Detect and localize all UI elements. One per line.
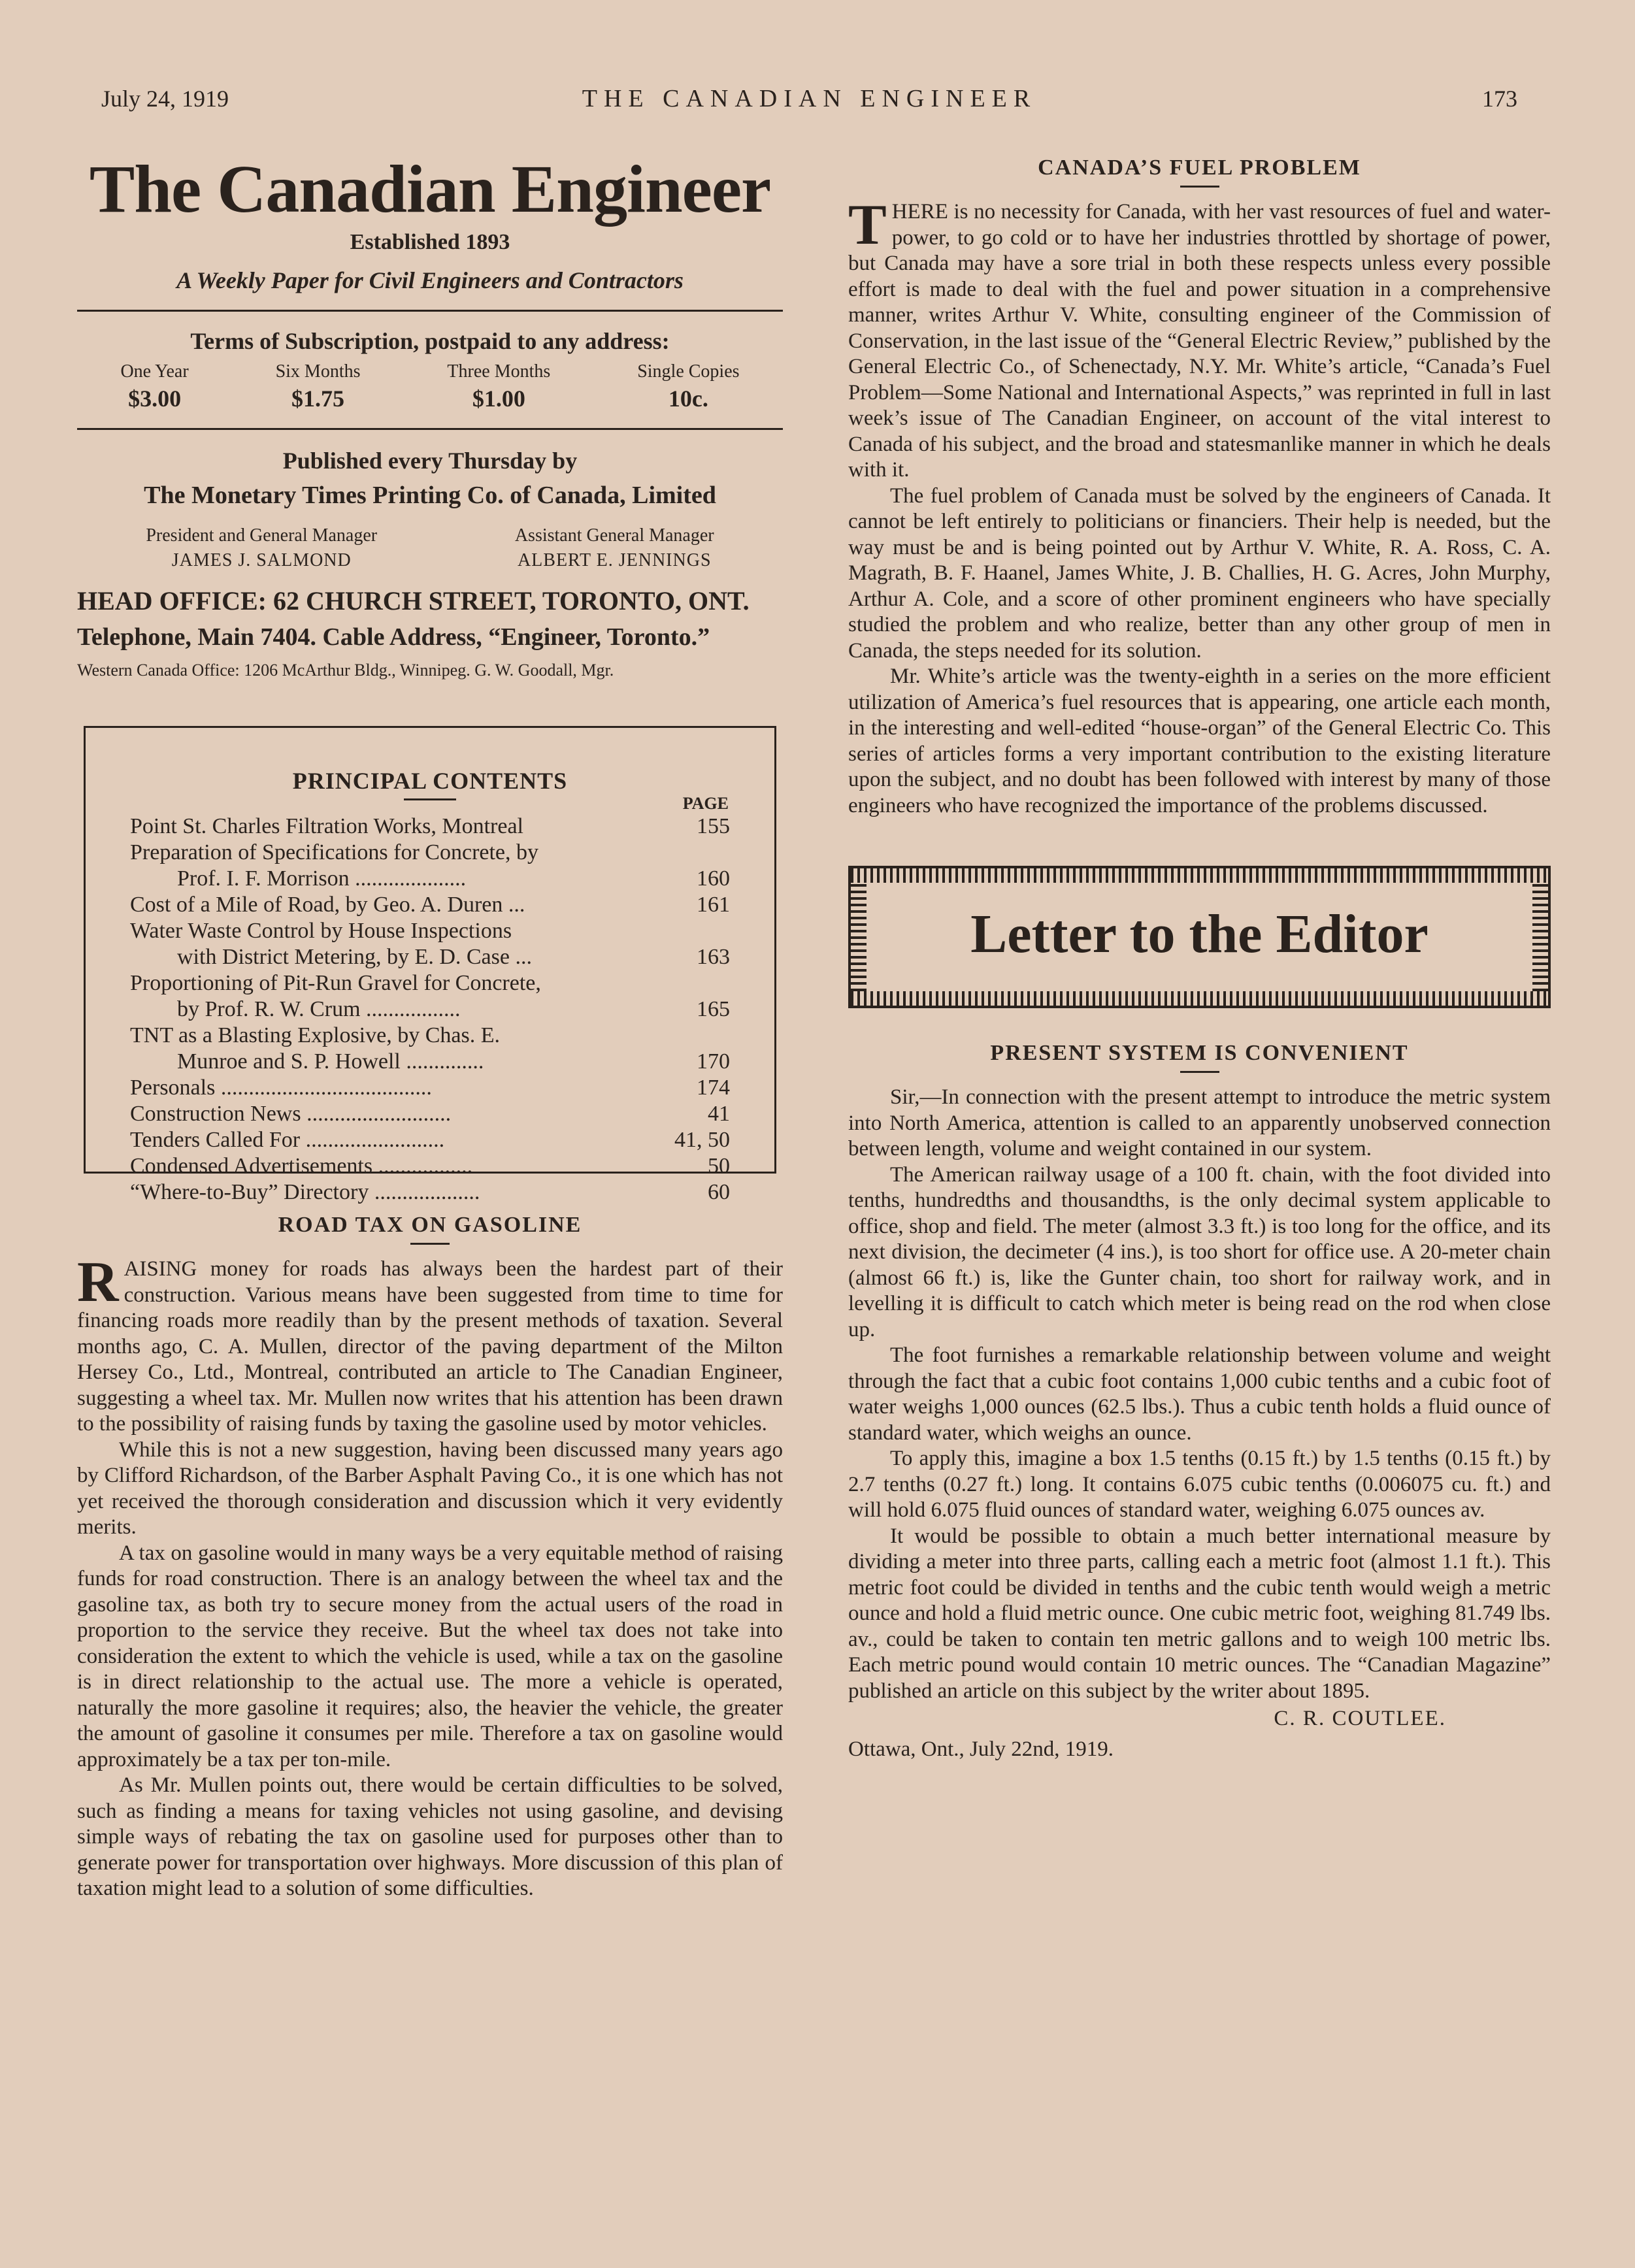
banner-title: Letter to the Editor xyxy=(970,904,1429,964)
article-body xyxy=(848,193,1551,819)
paragraph: A tax on gasoline would in many ways be a very equitable method of raising funds for road construction. There is an analogy between the wheel tax and the gasoline tax, as both try to secure money from the actual users of the road in proportion to the service they receive. But the wheel tax does not take into consideration the extent to which the vehicle is used, while a tax on the gasoline is in direct relationship to the actual use. The more a vehicle is operated, naturally the more gasoline it requires; also, the heavier the vehicle, the greater the amount of gasoline it consumes per mile. Therefore a tax on gasoline would approximately be a tax per ton-mile. xyxy=(77,1541,783,1771)
divider xyxy=(1180,186,1219,188)
page-column-heading: PAGE xyxy=(682,794,729,813)
term-three-months: Three Months $1.00 xyxy=(447,361,551,412)
paragraph: THERE is no necessity for Canada, with her vast resources of fuel and water-power, to go cold or to have her industries throttled by shortage of power, but Canada may have a sore trial in both these respects unless every possible effort is made to deal with the fuel and power situation in a comprehensive manner, writes Arthur V. White, consulting engineer of the Commission of Conservation, in the last issue of the “General Electric Review,” published by the General Electric Co., of Schenectady, N.Y. Mr. White’s article, “Canada’s Fuel Problem—Some National and International Aspects,” was reprinted in full in last week’s issue of The Canadian Engineer, on account of the vital interest to Canada of his subject, and the broad and statesmanlike manner in which he deals with it. xyxy=(848,193,1551,482)
paragraph: The American railway usage of a 100 ft. chain, with the foot divided into tenths, hundredths and thousandths, is the only decimal system applicable to office, shop and field. The meter (almost 3.3 ft.) is too long for the office, and its next division, the decimeter (4 ins.), is too short for office use. A 20-meter chain (almost 66 ft.) is, like the Gunter chain, too short for railway work, and in levelling it is difficult to catch which meter is being read on the rod when close up. xyxy=(848,1162,1551,1341)
head-office-address: HEAD OFFICE: 62 CHURCH STREET, TORONTO, ONT. xyxy=(77,586,750,616)
divider xyxy=(77,428,783,430)
toc-item[interactable]: Point St. Charles Filtration Works, Montreal 155 xyxy=(130,814,730,838)
divider xyxy=(1180,1071,1219,1073)
divider xyxy=(77,310,783,312)
dateline: Ottawa, Ont., July 22nd, 1919. xyxy=(848,1737,1114,1761)
signature: C. R. COUTLEE. xyxy=(1274,1707,1446,1730)
issue-date: July 24, 1919 xyxy=(101,86,229,112)
paragraph: Sir,—In connection with the present attempt to introduce the metric system into North America, attention is called to an apparently unobserved connection between length, volume and weight contained in our system. xyxy=(848,1085,1551,1160)
article-heading: CANADA’S FUEL PROBLEM xyxy=(1038,156,1361,180)
paragraph: The fuel problem of Canada must be solved by the engineers of Canada. It cannot be left entirely to politicians or financiers. Their help is needed, but the way must be and is being pointed out by Arthur V. White, R. A. Ross, C. A. Magrath, B. F. Haanel, James White, J. B. Challies, H. G. Acres, John Murphy, Arthur A. Cole, and a score of other prominent engineers who have specially studied the problem and who realize, better than any other group of men in Canada, the steps needed for its solution. xyxy=(848,484,1551,663)
contents-title: PRINCIPAL CONTENTS xyxy=(292,768,568,794)
toc-item[interactable]: Munroe and S. P. Howell .............. 170 xyxy=(177,1049,730,1074)
road-tax-article xyxy=(77,1213,783,1902)
running-header xyxy=(101,82,1517,115)
drop-cap: R xyxy=(77,1251,119,1314)
officers xyxy=(77,525,783,571)
article-body xyxy=(77,1251,783,1902)
term-six-months: Six Months $1.75 xyxy=(275,361,361,412)
established-line: Established 1893 xyxy=(350,230,510,254)
divider xyxy=(410,1243,450,1245)
paragraph: While this is not a new suggestion, having been discussed many years ago by Clifford Richardson, of the Barber Asphalt Paving Co., it is one which has not yet received the thorough consideration and discussion which it very evidently merits. xyxy=(77,1438,783,1539)
letter-to-editor-banner xyxy=(848,866,1551,1008)
journal-name: THE CANADIAN ENGINEER xyxy=(582,85,1037,112)
drop-cap: T xyxy=(848,193,887,257)
toc-item[interactable]: Prof. I. F. Morrison .................... 160 xyxy=(177,866,730,891)
toc-item[interactable]: Tenders Called For ......................... 41, 50 xyxy=(130,1128,730,1152)
toc-item[interactable]: Construction News .......................... 41 xyxy=(130,1102,730,1126)
toc-item[interactable]: Condensed Advertisements ................. 50 xyxy=(130,1154,730,1178)
masthead-title: The Canadian Engineer xyxy=(89,152,771,227)
tagline: A Weekly Paper for Civil Engineers and Contractors xyxy=(176,267,684,293)
toc-item[interactable]: Proportioning of Pit-Run Gravel for Concrete, xyxy=(130,971,541,995)
western-office-line: Western Canada Office: 1206 McArthur Bldg., Winnipeg. G. W. Goodall, Mgr. xyxy=(77,661,614,680)
article-body xyxy=(848,1085,1551,1704)
toc-item[interactable]: Water Waste Control by House Inspections xyxy=(130,919,512,943)
subscription-terms-title: Terms of Subscription, postpaid to any address: xyxy=(190,328,670,354)
paragraph: RAISING money for roads has always been the hardest part of their construction. Various means have been suggested from time to time for financing roads more readily than by the present methods of taxation. Several months ago, C. A. Mullen, director of the paving department of the Milton Hersey Co., Ltd., Montreal, contributed an article to The Canadian Engineer, suggesting a wheel tax. Mr. Mullen now writes that his attention has been drawn to the possibility of raising funds by taxing the gasoline used by motor vehicles. xyxy=(77,1251,783,1436)
toc-item[interactable]: by Prof. R. W. Crum ................. 165 xyxy=(177,997,730,1021)
left-column xyxy=(77,144,783,1902)
article-heading: PRESENT SYSTEM IS CONVENIENT xyxy=(990,1041,1409,1065)
term-single-copies: Single Copies 10c. xyxy=(637,361,740,412)
fuel-problem-article xyxy=(848,156,1551,819)
toc-item[interactable]: TNT as a Blasting Explosive, by Chas. E. xyxy=(130,1023,500,1047)
letter-article xyxy=(848,1041,1551,1762)
paragraph: As Mr. Mullen points out, there would be certain difficulties to be solved, such as finding a means for taxing vehicles not using gasoline, and devising simple ways of rebating the tax on gasoline used for purposes other than to generate power for transportation over highways. More discussion of this plan of taxation might lead to a solution of some difficulties. xyxy=(77,1773,783,1900)
right-column xyxy=(848,144,1551,1762)
term-one-year: One Year $3.00 xyxy=(120,361,189,412)
toc-item[interactable]: Preparation of Specifications for Concrete, by xyxy=(130,840,539,864)
toc-item[interactable]: “Where-to-Buy” Directory ................... 60 xyxy=(130,1180,730,1204)
paragraph: Mr. White’s article was the twenty-eighth in a series on the more efficient utilization of America’s fuel resources that is appearing, one article each month, in the interesting and well-edited “house-organ” of the General Electric Co. This series of articles forms a very important contribution to the existing literature upon the subject, and no doubt has been followed with interest by many of those engineers who have recognized the importance of the problems discussed. xyxy=(848,665,1551,817)
publisher-name: The Monetary Times Printing Co. of Canada, Limited xyxy=(144,482,716,509)
page-number: 173 xyxy=(1482,86,1517,112)
telephone-line: Telephone, Main 7404. Cable Address, “Engineer, Toronto.” xyxy=(77,623,710,651)
officer-president: President and General Manager JAMES J. SALMOND xyxy=(146,525,378,570)
paragraph: It would be possible to obtain a much better international measure by dividing a meter into three parts, calling each a metric foot (almost 1.1 ft.). This metric foot could be divided in tenths and the cubic tenth would weigh a metric ounce and hold a fluid metric ounce. One cubic metric foot, weighing 81.749 lbs. av., could be taken to contain ten metric gallons and to weigh 100 metric lbs. Each metric pound would contain 10 metric ounces. The “Canadian Magazine” published an article on this subject by the writer about 1895. xyxy=(848,1524,1551,1703)
toc-item[interactable]: with District Metering, by E. D. Case ... 163 xyxy=(177,945,730,969)
principal-contents-box xyxy=(84,726,776,1204)
subscription-terms xyxy=(77,361,783,412)
toc-item[interactable]: Cost of a Mile of Road, by Geo. A. Duren ... 161 xyxy=(130,893,730,917)
officer-assistant: Assistant General Manager ALBERT E. JENNINGS xyxy=(514,525,714,570)
article-heading: ROAD TAX ON GASOLINE xyxy=(278,1213,582,1237)
paragraph: To apply this, imagine a box 1.5 tenths (0.15 ft.) by 1.5 tenths (0.15 ft.) by 2.7 tenths (0.27 ft.) long. It contains 6.075 cubic tenths (0.006075 cu. ft.) and will hold 6.075 fluid ounces of standard water, weighing 6.075 ounces av. xyxy=(848,1447,1551,1522)
paragraph: The foot furnishes a remarkable relationship between volume and weight through the fact that a cubic foot contains 1,000 cubic tenths and a cubic foot of water weighs 1,000 ounces (62.5 lbs.). Thus a cubic tenth holds a fluid ounce of standard water, which weighs an ounce. xyxy=(848,1343,1551,1445)
toc-item[interactable]: Personals ...................................... 174 xyxy=(130,1076,730,1100)
published-line: Published every Thursday by xyxy=(282,448,578,474)
